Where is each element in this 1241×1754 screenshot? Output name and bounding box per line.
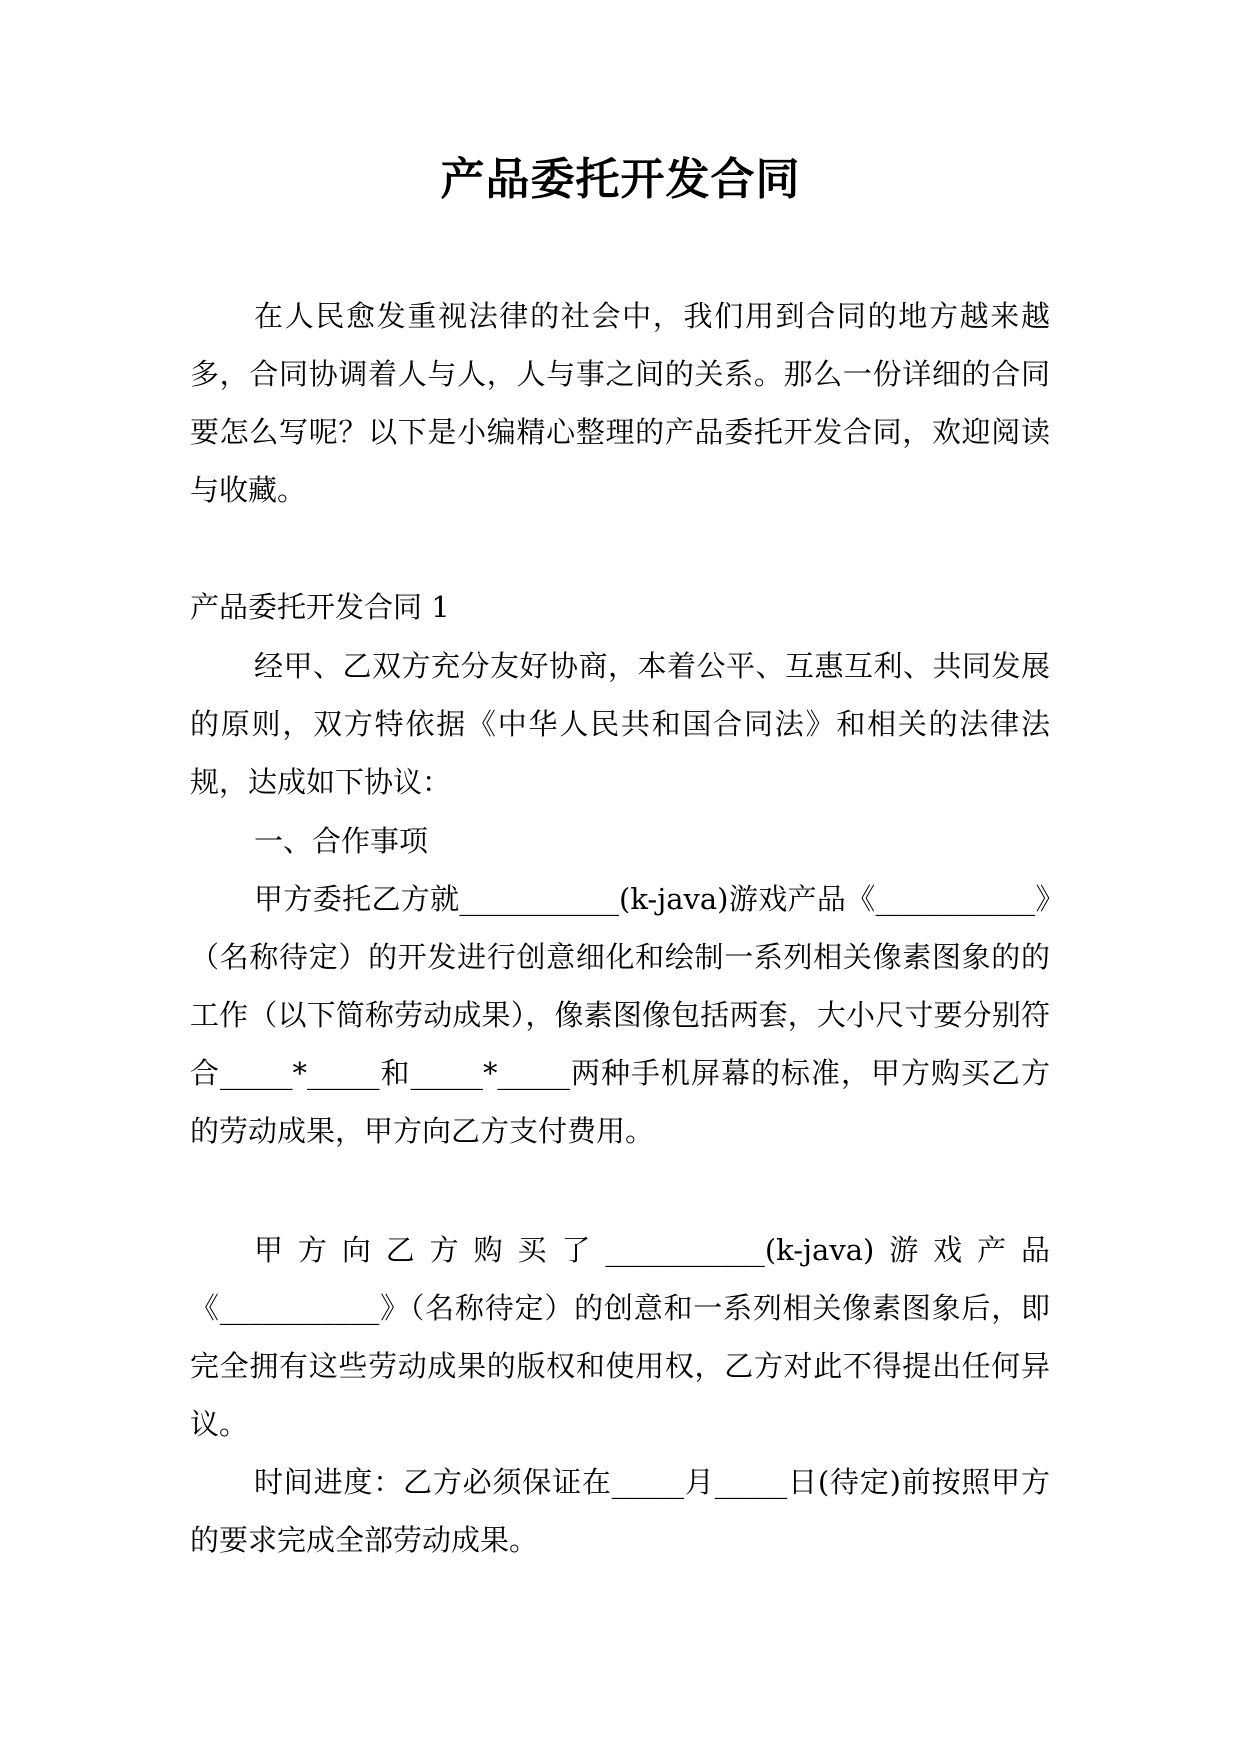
purchase-paragraph: 甲方向乙方购买了___________(k-java)游戏产品《___________》（名称待定）的创意和一系列相关像素图象后，即完全拥有这些劳动成果的版权和使用权，乙方对此不得提出任何异议。 — [190, 1233, 1050, 1441]
schedule-paragraph: 时间进度：乙方必须保证在_____月_____日(待定)前按照甲方的要求完成全部劳动成果。 — [190, 1465, 1050, 1557]
document-title: 产品委托开发合同 — [440, 154, 801, 205]
entrust-paragraph: 甲方委托乙方就___________(k-java)游戏产品《___________》（名称待定）的开发进行创意细化和绘制一系列相关像素图象的的工作（以下简称劳动成果），像素图像包括两套，大小尺寸要分别符合_____*_____和_____*_____两种手机屏幕的标准，甲方购买乙方的劳动成果，甲方向乙方支付费用。 — [190, 882, 1050, 1148]
agreement-paragraph: 经甲、乙双方充分友好协商，本着公平、互惠互利、共同发展的原则，双方特依据《中华人民共和国合同法》和相关的法律法规，达成如下协议： — [190, 649, 1050, 799]
contract-subtitle: 产品委托开发合同 1 — [190, 590, 450, 624]
intro-paragraph: 在人民愈发重视法律的社会中，我们用到合同的地方越来越多，合同协调着人与人，人与事之间的关系。那么一份详细的合同要怎么写呢？以下是小编精心整理的产品委托开发合同，欢迎阅读与收藏。 — [190, 299, 1050, 507]
section-heading-cooperation: 一、合作事项 — [254, 824, 429, 858]
